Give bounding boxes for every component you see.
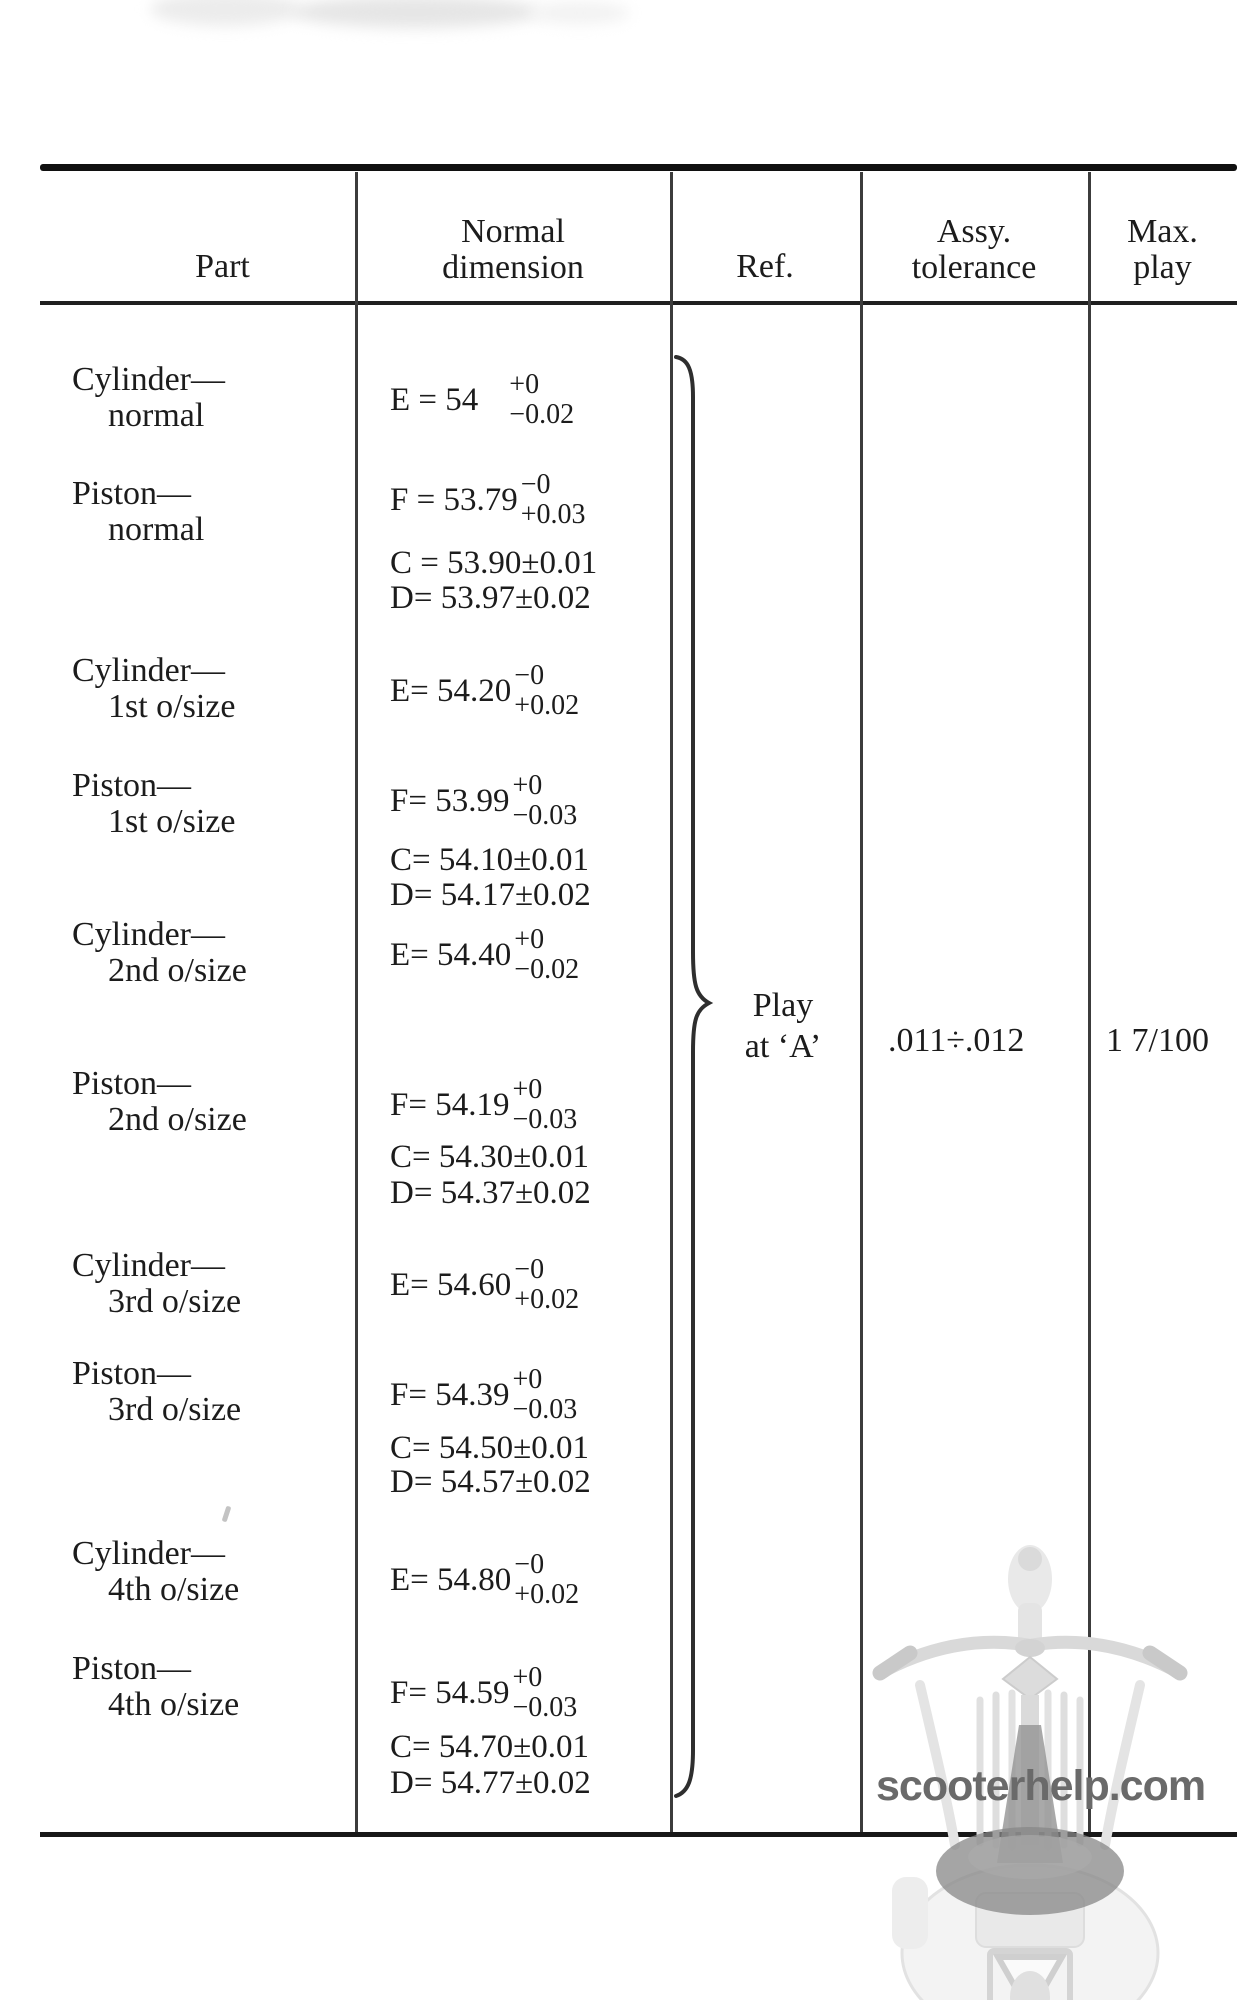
tolerance-stack	[521, 470, 586, 530]
header-text: Normal	[461, 213, 565, 250]
dimension-formula	[390, 923, 579, 987]
dimension-value: D= 54.57±0.02	[390, 1464, 591, 1500]
part-name-line1: Piston—	[72, 1065, 192, 1102]
part-name-line1: Piston—	[72, 1650, 192, 1687]
tolerance-upper: −0	[514, 1254, 545, 1285]
tolerance-lower: −0.02	[509, 399, 575, 430]
ref-value	[690, 985, 876, 1067]
part-name-line1: Piston—	[72, 767, 192, 804]
tolerance-upper: +0	[514, 924, 545, 955]
tolerance-stack	[514, 1255, 579, 1315]
part-name	[72, 768, 362, 840]
dimension-value: D= 53.97±0.02	[390, 580, 591, 616]
tolerance-stack	[512, 771, 577, 831]
part-name	[72, 1248, 362, 1320]
tolerance-upper: +0	[512, 1364, 543, 1395]
tolerance-lower: +0.03	[520, 499, 586, 530]
part-name-line2: 1st o/size	[108, 803, 236, 840]
dimension-value: C = 53.90±0.01	[390, 545, 598, 581]
part-name-line2: 4th o/size	[108, 1571, 240, 1608]
part-name-line2: normal	[108, 511, 205, 548]
scan-artifact	[150, 0, 300, 26]
formula-lead: F= 54.19	[390, 1086, 510, 1123]
part-name-line1: Piston—	[72, 475, 192, 512]
formula-lead: E= 54.40	[390, 936, 512, 973]
scan-artifact	[222, 1506, 232, 1523]
tolerance-upper: −0	[514, 1549, 545, 1580]
tolerance-lower: −0.03	[512, 1692, 578, 1723]
watermark-text: scooterhelp.com	[876, 1762, 1206, 1810]
tolerance-stack	[512, 1365, 577, 1425]
formula-lead: E = 54	[390, 381, 479, 418]
tolerance-upper: +0	[512, 1662, 543, 1693]
tolerance-stack	[514, 661, 579, 721]
header-text: play	[1133, 249, 1192, 286]
dimension-value: D= 54.37±0.02	[390, 1175, 591, 1211]
header-text: Part	[195, 248, 250, 285]
scan-artifact	[290, 0, 540, 28]
tolerance-stack	[514, 1550, 579, 1610]
dimension-formula	[390, 1661, 577, 1725]
dimension-value: D= 54.77±0.02	[390, 1765, 591, 1801]
part-name-line1: Cylinder—	[72, 361, 225, 398]
part-name	[72, 1651, 362, 1723]
tolerance-upper: −0	[514, 660, 545, 691]
tolerance-lower: −0.03	[512, 1104, 578, 1135]
dimension-formula	[390, 1363, 577, 1427]
header-text: dimension	[442, 249, 584, 286]
part-name	[72, 917, 362, 989]
part-name-line2: 3rd o/size	[108, 1391, 242, 1428]
table-top-rule	[40, 164, 1237, 171]
tolerance-lower: +0.02	[514, 1284, 580, 1315]
dimension-formula	[390, 468, 586, 532]
column-header-assy-tolerance	[862, 214, 1086, 286]
part-name-line1: Cylinder—	[72, 652, 225, 689]
column-header-ref	[672, 249, 858, 285]
column-header-max-play	[1090, 214, 1235, 286]
header-text: Ref.	[736, 248, 794, 285]
grouping-brace	[660, 352, 720, 1804]
ref-line: Play	[752, 987, 814, 1024]
formula-lead: F= 54.59	[390, 1674, 510, 1711]
formula-lead: F= 54.39	[390, 1376, 510, 1413]
tolerance-lower: +0.02	[514, 690, 580, 721]
tolerance-stack	[509, 370, 574, 430]
dimension-value: D= 54.17±0.02	[390, 877, 591, 913]
part-name	[72, 1536, 362, 1608]
part-name-line1: Piston—	[72, 1355, 192, 1392]
tolerance-upper: +0	[512, 1074, 543, 1105]
scan-artifact	[530, 2, 630, 24]
column-header-normal-dimension	[357, 214, 669, 286]
part-name	[72, 1066, 362, 1138]
dimension-value: C= 54.70±0.01	[390, 1729, 589, 1765]
part-name-line2: 2nd o/size	[108, 1101, 247, 1138]
dimension-formula	[390, 368, 574, 432]
ref-line: at ‘A’	[744, 1028, 822, 1065]
tolerance-stack	[512, 1663, 577, 1723]
formula-lead: E= 54.20	[390, 672, 512, 709]
tolerance-upper: +0	[509, 369, 540, 400]
part-name	[72, 362, 362, 434]
part-name-line1: Cylinder—	[72, 1535, 225, 1572]
dimension-value: C= 54.10±0.01	[390, 842, 589, 878]
tolerance-stack	[514, 925, 579, 985]
part-name	[72, 476, 362, 548]
part-name-line1: Cylinder—	[72, 916, 225, 953]
dimension-formula	[390, 1253, 579, 1317]
header-text: Max.	[1127, 213, 1198, 250]
formula-lead: F= 53.99	[390, 782, 510, 819]
tolerance-lower: −0.02	[514, 954, 580, 985]
part-name-line2: 3rd o/size	[108, 1283, 242, 1320]
tolerance-lower: −0.03	[512, 1394, 578, 1425]
column-header-part	[65, 249, 380, 285]
tolerance-stack	[512, 1075, 577, 1135]
dimension-value: C= 54.30±0.01	[390, 1139, 589, 1175]
dimension-value: C= 54.50±0.01	[390, 1430, 589, 1466]
tolerance-upper: −0	[520, 469, 551, 500]
part-name	[72, 1356, 362, 1428]
dimension-formula	[390, 659, 579, 723]
part-name-line2: normal	[108, 397, 205, 434]
max-play-value: 1 7/100	[1106, 1022, 1209, 1059]
header-underline-rule	[40, 301, 1237, 305]
formula-lead: E= 54.60	[390, 1266, 512, 1303]
dimension-formula	[390, 1548, 579, 1612]
assy-tolerance-value: .011÷.012	[888, 1022, 1025, 1059]
tolerance-lower: +0.02	[514, 1579, 580, 1610]
tolerance-lower: −0.03	[512, 800, 578, 831]
header-text: Assy.	[936, 213, 1012, 250]
formula-lead: F = 53.79	[390, 481, 518, 518]
part-name-line2: 2nd o/size	[108, 952, 247, 989]
dimension-formula	[390, 769, 577, 833]
formula-lead: E= 54.80	[390, 1561, 512, 1598]
part-name-line1: Cylinder—	[72, 1247, 225, 1284]
part-name	[72, 653, 362, 725]
part-name-line2: 4th o/size	[108, 1686, 240, 1723]
dimension-formula	[390, 1073, 577, 1137]
header-text: tolerance	[911, 249, 1037, 286]
part-name-line2: 1st o/size	[108, 688, 236, 725]
tolerance-upper: +0	[512, 770, 543, 801]
